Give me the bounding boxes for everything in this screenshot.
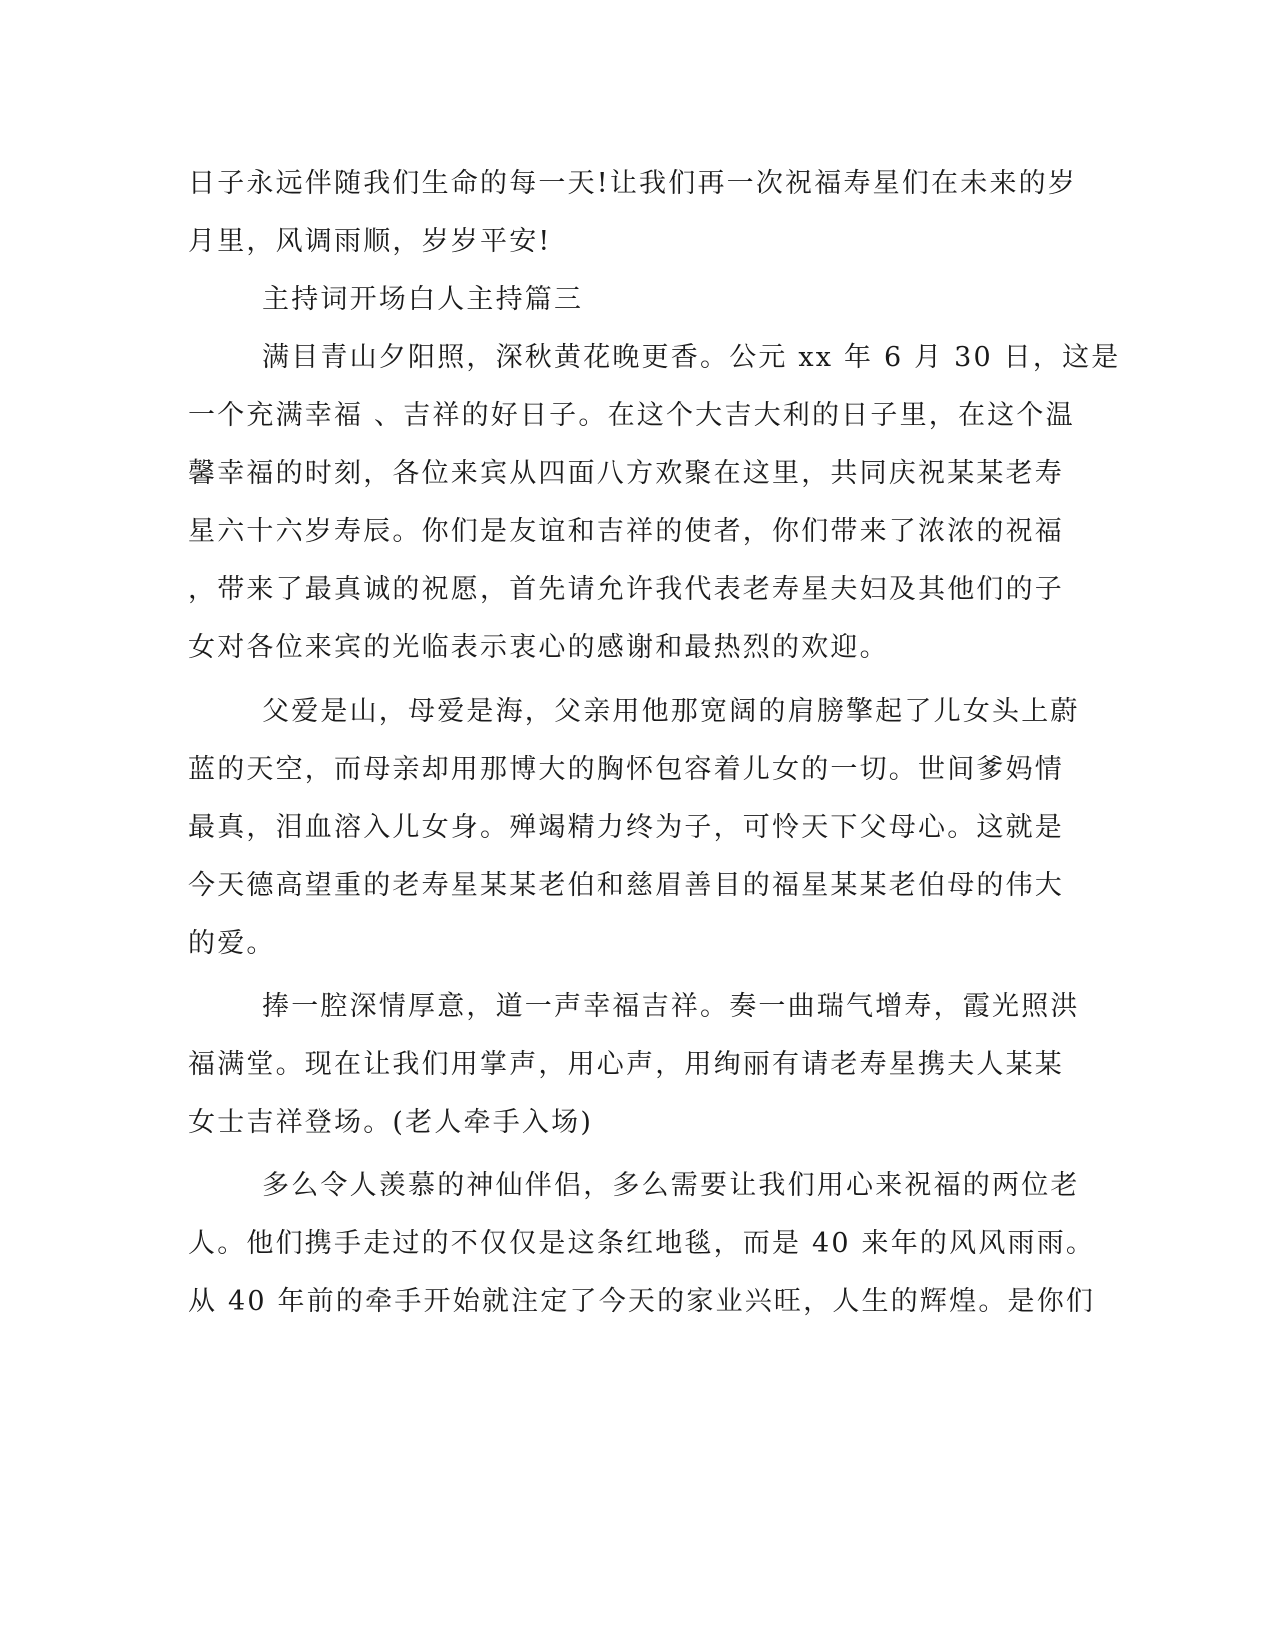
text-line: 多么令人羡慕的神仙伴侣，多么需要让我们用心来祝福的两位老 <box>262 1170 1080 1201</box>
text-line: 今天德高望重的老寿星某某老伯和慈眉善目的福星某某老伯母的伟大 <box>188 870 1064 901</box>
text-line: 捧一腔深情厚意，道一声幸福吉祥。奏一曲瑞气增寿，霞光照洪 <box>262 991 1080 1022</box>
text-line: 满目青山夕阳照，深秋黄花晚更香。公元 xx 年 6 月 30 日，这是 <box>262 342 1121 373</box>
text-line: 馨幸福的时刻，各位来宾从四面八方欢聚在这里，共同庆祝某某老寿 <box>188 458 1064 489</box>
text-line: 女对各位来宾的光临表示衷心的感谢和最热烈的欢迎。 <box>188 632 889 663</box>
text-line: 的爱。 <box>188 928 276 959</box>
text-line: 女士吉祥登场。(老人牵手入场) <box>188 1107 594 1138</box>
text-line: 从 40 年前的牵手开始就注定了今天的家业兴旺，人生的辉煌。是你们 <box>188 1286 1096 1317</box>
text-line: 人。他们携手走过的不仅仅是这条红地毯，而是 40 来年的风风雨雨。 <box>188 1228 1096 1259</box>
text-line: 星六十六岁寿辰。你们是友谊和吉祥的使者，你们带来了浓浓的祝福 <box>188 516 1064 547</box>
text-line: 最真，泪血溶入儿女身。殚竭精力终为子，可怜天下父母心。这就是 <box>188 812 1064 843</box>
text-line: 日子永远伴随我们生命的每一天!让我们再一次祝福寿星们在未来的岁 <box>188 168 1078 199</box>
text-line: 父爱是山，母爱是海，父亲用他那宽阔的肩膀擎起了儿女头上蔚 <box>262 696 1080 727</box>
text-line: ，带来了最真诚的祝愿，首先请允许我代表老寿星夫妇及其他们的子 <box>188 574 1064 605</box>
text-line: 福满堂。现在让我们用掌声，用心声，用绚丽有请老寿星携夫人某某 <box>188 1049 1064 1080</box>
text-line: 月里，风调雨顺，岁岁平安! <box>188 226 552 257</box>
text-line: 蓝的天空，而母亲却用那博大的胸怀包容着儿女的一切。世间爹妈情 <box>188 754 1064 785</box>
text-line: 一个充满幸福 、吉祥的好日子。在这个大吉大利的日子里，在这个温 <box>188 400 1075 431</box>
section-heading: 主持词开场白人主持篇三 <box>262 284 584 315</box>
